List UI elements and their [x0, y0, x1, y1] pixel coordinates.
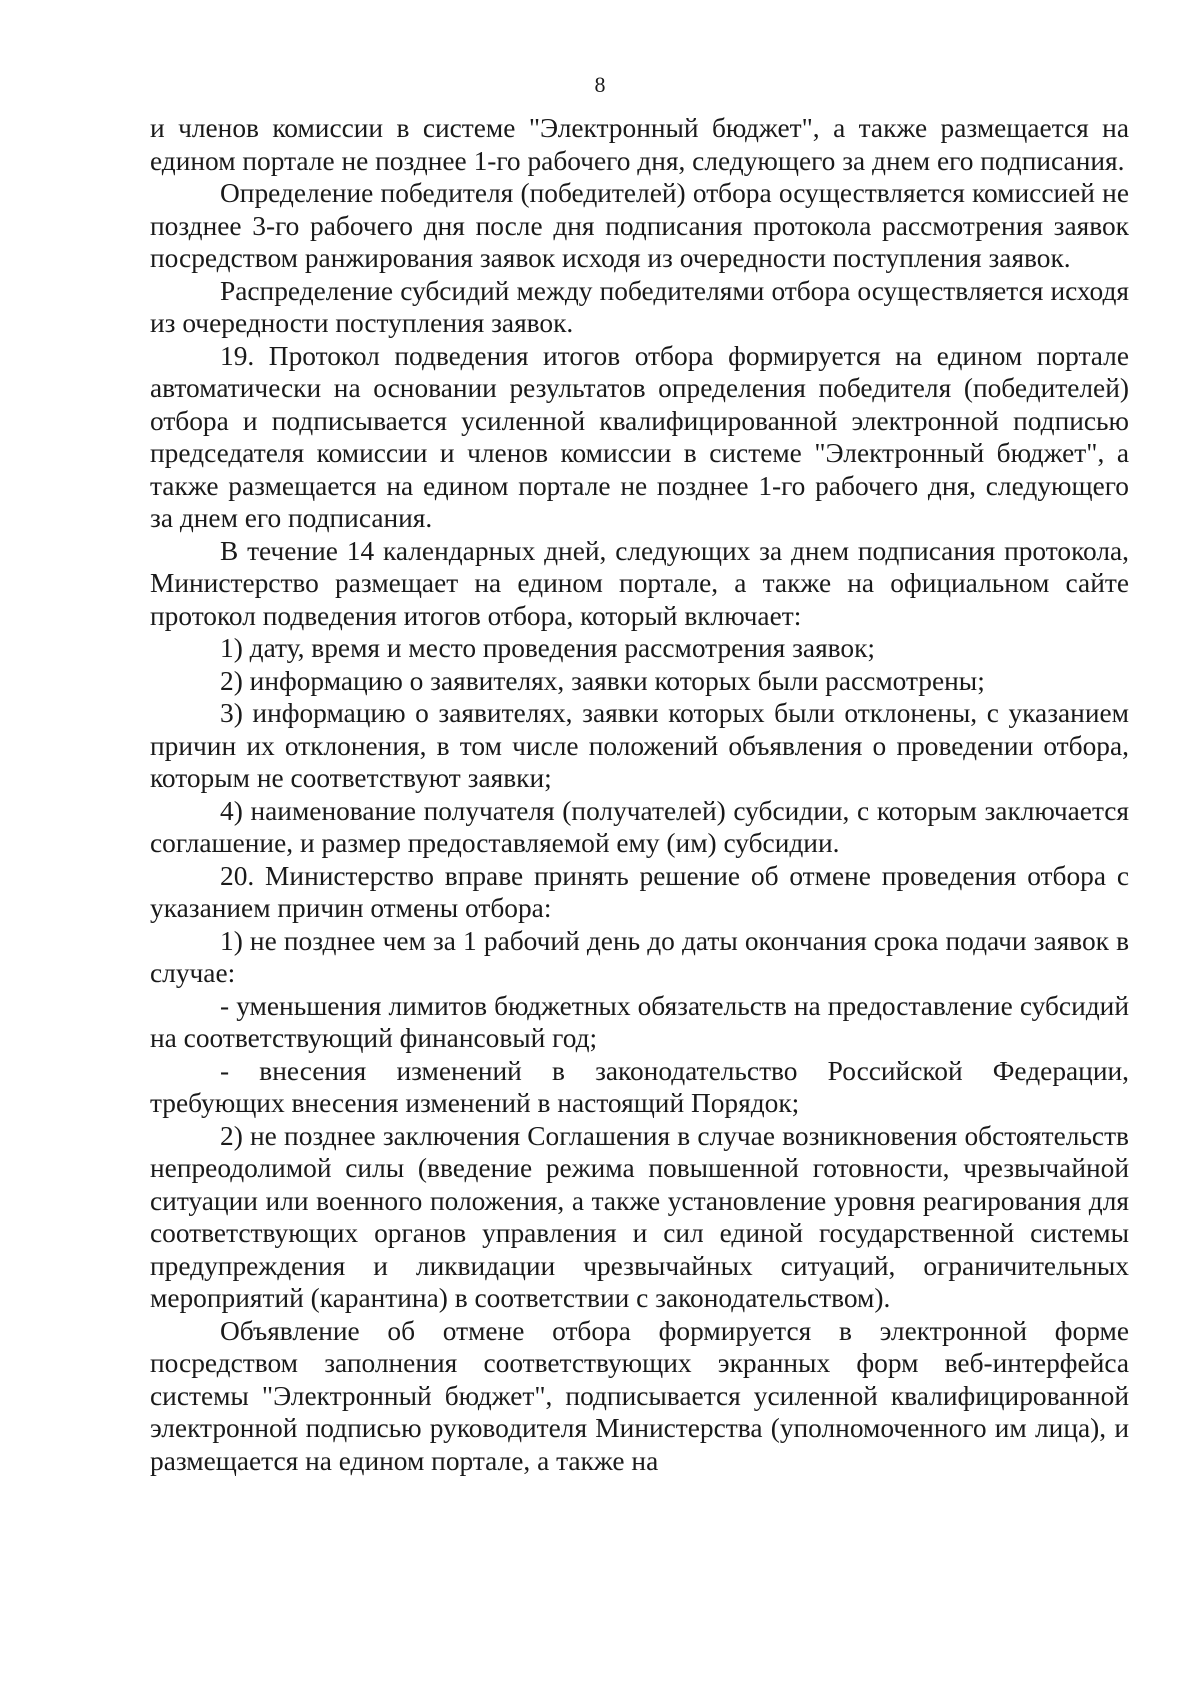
paragraph-continuation: и членов комиссии в системе "Электронный бюджет", а также размещается на едином портале не позднее 1-го рабочего дня, следующего за днем его подписания. — [150, 113, 1129, 176]
paragraph-cancel-announcement: Объявление об отмене отбора формируется в электронной форме посредством заполнения соответствующих экранных форм веб-интерфейса системы "Электронный бюджет", подписывается усиленной квалифицированной электронной подписью руководителя Министерства (уполномоченного им лица), и размещается на едином портале, а также на — [150, 1315, 1129, 1476]
paragraph-protocol-publication: В течение 14 календарных дней, следующих за днем подписания протокола, Министерство размещает на едином портале, а также на официальном сайте протокол подведения итогов отбора, который включает: — [150, 535, 1129, 631]
list-item-cancel-1: 1) не позднее чем за 1 рабочий день до даты окончания срока подачи заявок в случае: — [150, 925, 1129, 988]
paragraph-item-19: 19. Протокол подведения итогов отбора формируется на едином портале автоматически на основании результатов определения победителя (победителей) отбора и подписывается усиленной квалифицированной электронной подписью председателя комиссии и членов комиссии в системе "Электронный бюджет", а также размещается на едином портале не позднее 1-го рабочего дня, следующего за днем его подписания. — [150, 340, 1129, 533]
list-item-4: 4) наименование получателя (получателей) субсидии, с которым заключается соглашение, и размер предоставляемой ему (им) субсидии. — [150, 795, 1129, 858]
paragraph-item-20: 20. Министерство вправе принять решение об отмене проведения отбора с указанием причин отмены отбора: — [150, 860, 1129, 923]
list-item-1: 1) дату, время и место проведения рассмотрения заявок; — [220, 633, 876, 663]
document-body — [150, 112, 1129, 1477]
paragraph-subsidy-distribution: Распределение субсидий между победителями отбора осуществляется исходя из очередности поступления заявок. — [150, 275, 1129, 338]
list-item-2: 2) информацию о заявителях, заявки которых были рассмотрены; — [220, 665, 985, 696]
list-item-cancel-1-a: - уменьшения лимитов бюджетных обязательств на предоставление субсидий на соответствующий финансовый год; — [150, 990, 1129, 1053]
list-item-3: 3) информацию о заявителях, заявки которых были отклонены, с указанием причин их отклонения, в том числе положений объявления о проведении отбора, которым не соответствуют заявки; — [150, 698, 1129, 793]
list-item-cancel-2: 2) не позднее заключения Соглашения в случае возникновения обстоятельств непреодолимой силы (введение режима повышенной готовности, чрезвычайной ситуации или военного положения, а также установление уровня реагирования для соответствующих органов управления и сил единой государственной системы предупреждения и ликвидации чрезвычайных ситуаций, ограничительных мероприятий (карантина) в соответствии с законодательством). — [150, 1120, 1129, 1313]
paragraph-winner-determination: Определение победителя (победителей) отбора осуществляется комиссией не позднее 3-го рабочего дня после дня подписания протокола рассмотрения заявок посредством ранжирования заявок исходя из очередности поступления заявок. — [150, 178, 1129, 273]
list-item-cancel-1-b: - внесения изменений в законодательство Российской Федерации, требующих внесения изменений в настоящий Порядок; — [150, 1055, 1129, 1118]
page-number: 8 — [594, 72, 606, 97]
